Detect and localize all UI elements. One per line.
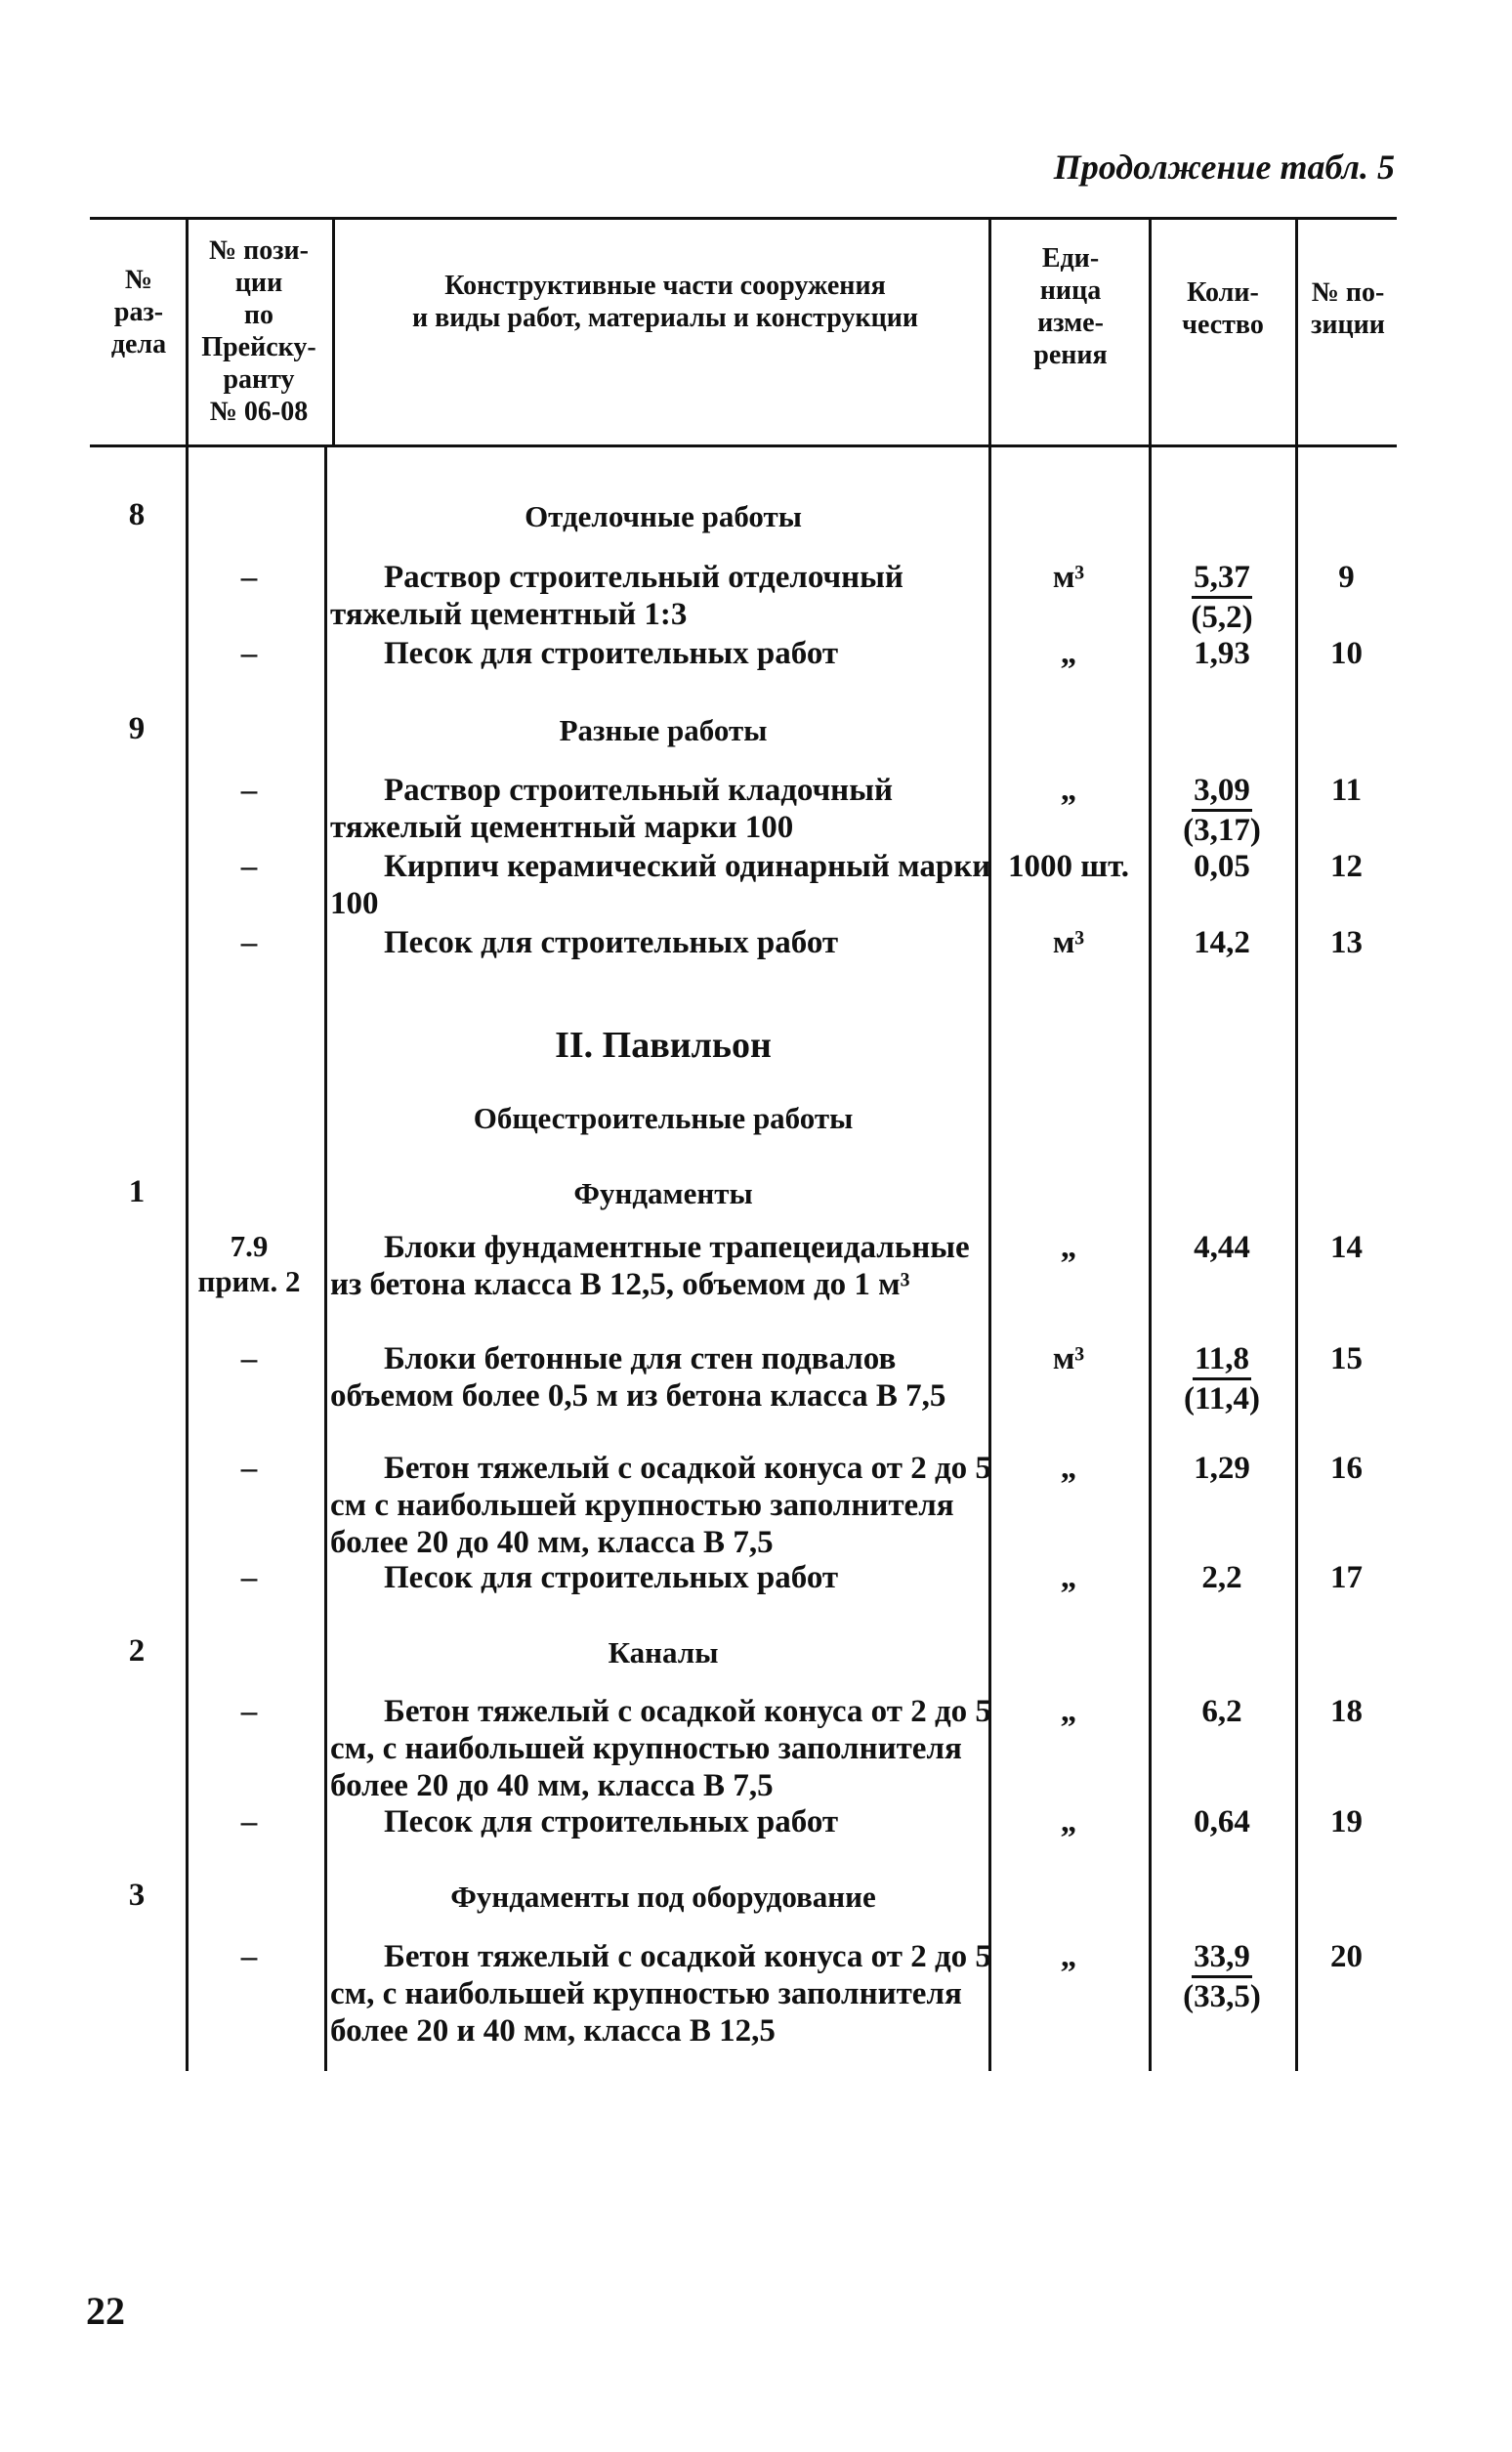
- position-number: –: [240, 1560, 258, 1595]
- item-description: Бетон тяжелый с осадкой конуса от 2 до 5 см с наибольшей крупностью заполнителя более 20 до 40 мм, класса В 7,5: [330, 1451, 991, 1560]
- quantity-value: 3,09: [1192, 772, 1252, 812]
- item-index: 17: [1330, 1560, 1363, 1595]
- quantity-value: 4,44: [1194, 1230, 1250, 1265]
- quantity: [1149, 1450, 1295, 1487]
- column-divider: [186, 219, 189, 2071]
- quantity: [1149, 1938, 1295, 2015]
- quantity: [1149, 1693, 1295, 1730]
- position-number: –: [240, 1694, 258, 1729]
- quantity-alt-value: (33,5): [1183, 1979, 1261, 2014]
- section-number: 1: [128, 1174, 146, 1209]
- position-number: –: [240, 1939, 258, 1974]
- section-number: 2: [128, 1633, 146, 1669]
- position-number: 7.9 прим. 2: [197, 1229, 301, 1298]
- quantity: [1149, 559, 1295, 636]
- section-heading: II. Павильон: [555, 1025, 772, 1066]
- item-index: 15: [1330, 1341, 1363, 1376]
- header-section: № раз- дела: [110, 265, 167, 359]
- quantity-value: 14,2: [1194, 925, 1250, 960]
- column-divider: [324, 447, 327, 2071]
- quantity-value: 11,8: [1193, 1340, 1251, 1380]
- item-description: Песок для строительных работ: [384, 636, 839, 671]
- table-top-rule: [90, 217, 1397, 220]
- continuation-label: Продолжение табл. 5: [1053, 148, 1395, 187]
- unit-of-measure: „: [1060, 1939, 1077, 1974]
- header-description: Конструктивные части сооружения и виды работ, материалы и конструкции: [411, 271, 919, 333]
- quantity-value: 0,05: [1194, 849, 1250, 884]
- quantity-alt-value: (5,2): [1191, 600, 1253, 635]
- item-description: Бетон тяжелый с осадкой конуса от 2 до 5 см, с наибольшей крупностью заполнителя более 20 и 40 мм, класса В 12,5: [330, 1939, 991, 2049]
- item-index: 10: [1330, 636, 1363, 671]
- position-number: –: [240, 560, 258, 595]
- quantity: [1149, 1559, 1295, 1596]
- quantity: [1149, 1229, 1295, 1266]
- item-description: Бетон тяжелый с осадкой конуса от 2 до 5 см, с наибольшей крупностью заполнителя более 20 до 40 мм, класса В 7,5: [330, 1694, 991, 1803]
- header-unit: Еди- ница изме- рения: [1033, 243, 1108, 370]
- item-index: 12: [1330, 849, 1363, 884]
- section-heading: Общестроительные работы: [473, 1101, 854, 1135]
- quantity-value: 2,2: [1201, 1560, 1242, 1595]
- position-number: –: [240, 1451, 258, 1486]
- item-index: 19: [1330, 1804, 1363, 1839]
- unit-of-measure: „: [1060, 773, 1077, 808]
- item-description: Кирпич керамический одинарный марки 100: [330, 849, 991, 921]
- position-number: –: [240, 849, 258, 884]
- unit-of-measure: „: [1060, 1560, 1077, 1595]
- item-description: Раствор строительный кладочный тяжелый цементный марки 100: [330, 773, 893, 845]
- header-index: № по- зиции: [1311, 277, 1385, 340]
- quantity-value: 1,93: [1194, 636, 1250, 671]
- header-quantity: Коли- чество: [1182, 277, 1264, 340]
- section-heading: Разные работы: [559, 713, 768, 747]
- section-heading: Каналы: [608, 1635, 719, 1670]
- quantity: [1149, 1803, 1295, 1840]
- item-index: 18: [1330, 1694, 1363, 1729]
- quantity-value: 1,29: [1194, 1451, 1250, 1486]
- position-number: –: [240, 925, 258, 960]
- item-index: 9: [1338, 560, 1355, 595]
- table-header-rule: [90, 444, 1397, 447]
- quantity-value: 33,9: [1192, 1938, 1252, 1978]
- unit-of-measure: м³: [1052, 1341, 1085, 1376]
- quantity: [1149, 848, 1295, 885]
- position-number: –: [240, 1804, 258, 1839]
- section-heading: Фундаменты: [573, 1176, 753, 1210]
- quantity-alt-value: (3,17): [1183, 813, 1261, 848]
- unit-of-measure: „: [1060, 636, 1077, 671]
- quantity: [1149, 1340, 1295, 1417]
- section-heading: Отделочные работы: [525, 499, 802, 533]
- position-number: –: [240, 773, 258, 808]
- quantity: [1149, 924, 1295, 961]
- section-number: 9: [128, 711, 146, 746]
- item-description: Песок для строительных работ: [384, 925, 839, 960]
- item-description: Раствор строительный отделочный тяжелый цементный 1:3: [330, 560, 903, 632]
- quantity-value: 6,2: [1201, 1694, 1242, 1729]
- unit-of-measure: „: [1060, 1694, 1077, 1729]
- position-number: –: [240, 636, 258, 671]
- quantity: [1149, 635, 1295, 672]
- unit-of-measure: м³: [1052, 560, 1085, 595]
- item-description: Блоки фундаментные трапецеидальные из бетона класса В 12,5, объемом до 1 м³: [330, 1230, 970, 1302]
- item-index: 16: [1330, 1451, 1363, 1486]
- unit-of-measure: м³: [1052, 925, 1085, 960]
- unit-of-measure: „: [1060, 1230, 1077, 1265]
- quantity: [1149, 772, 1295, 849]
- item-description: Блоки бетонные для стен подвалов объемом более 0,5 м из бетона класса В 7,5: [330, 1341, 946, 1414]
- quantity-alt-value: (11,4): [1184, 1381, 1260, 1416]
- item-index: 13: [1330, 925, 1363, 960]
- quantity-value: 5,37: [1192, 559, 1252, 599]
- page-number: 22: [86, 2289, 125, 2333]
- item-description: Песок для строительных работ: [384, 1804, 839, 1839]
- unit-of-measure: „: [1060, 1804, 1077, 1839]
- position-number: –: [240, 1341, 258, 1376]
- section-heading: Фундаменты под оборудование: [450, 1880, 876, 1914]
- column-divider: [1149, 219, 1152, 2071]
- section-number: 8: [128, 497, 146, 532]
- column-divider: [1295, 219, 1298, 2071]
- unit-of-measure: 1000 шт.: [1007, 849, 1130, 884]
- header-position: № пози- ции по Прейску- ранту № 06-08: [201, 235, 316, 427]
- item-index: 14: [1330, 1230, 1363, 1265]
- item-index: 11: [1330, 773, 1363, 808]
- quantity-value: 0,64: [1194, 1804, 1250, 1839]
- section-number: 3: [128, 1878, 146, 1913]
- item-description: Песок для строительных работ: [384, 1560, 839, 1595]
- column-divider: [332, 219, 335, 444]
- item-index: 20: [1330, 1939, 1363, 1974]
- unit-of-measure: „: [1060, 1451, 1077, 1486]
